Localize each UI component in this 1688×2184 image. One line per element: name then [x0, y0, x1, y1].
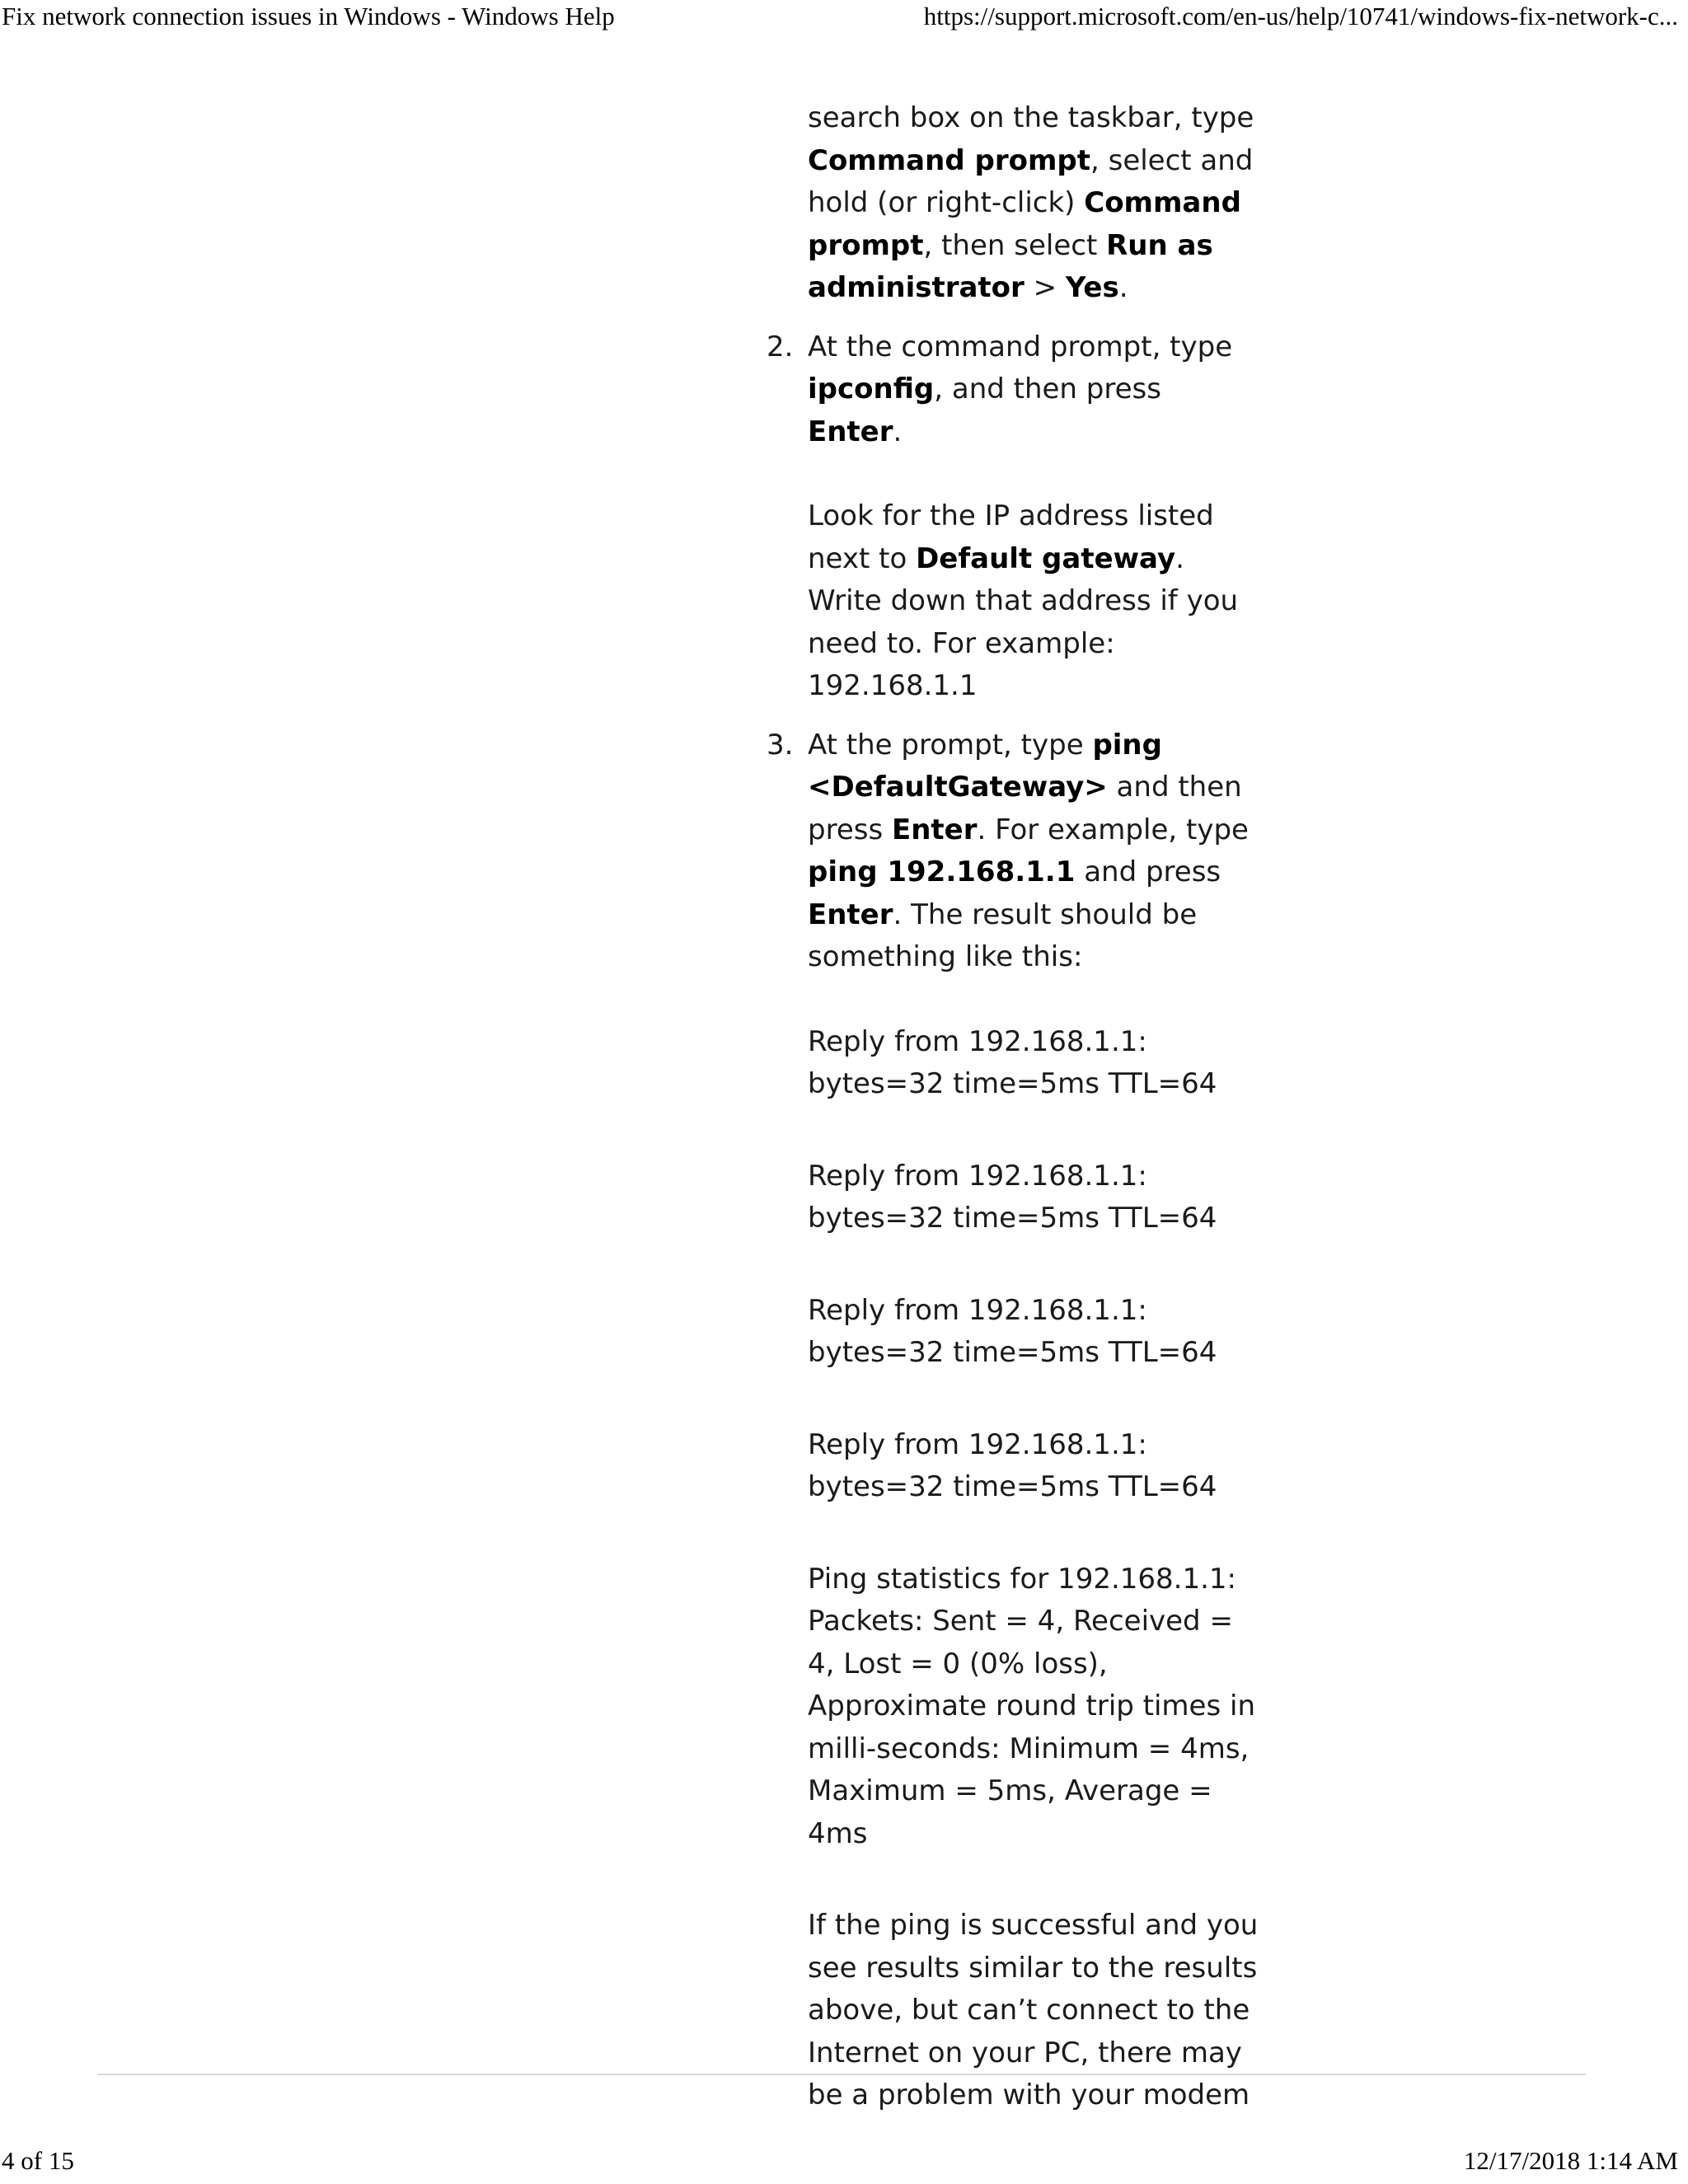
- print-datetime: 12/17/2018 1:14 AM: [1463, 2146, 1678, 2175]
- ping-reply-line1: Reply from 192.168.1.1:: [808, 1293, 1147, 1327]
- ping-reply: [808, 1424, 1261, 1509]
- step-3-closing: If the ping is successful and you see results similar to the results above, but can’t connect to the Internet on your PC, there may be a problem with your modem: [808, 1909, 1259, 2111]
- ping-statistics: Ping statistics for 192.168.1.1: Packets: Sent = 4, Received = 4, Lost = 0 (0% loss), Approximate round trip times in milli-seconds: Minimum = 4ms, Maximum = 5ms, Average = 4ms: [808, 1562, 1255, 1850]
- ping-reply-line2: bytes=32 time=5ms TTL=64: [808, 1202, 1217, 1235]
- step-2-note: Look for the IP address listed next to Default gateway. Write down that address if you need to. For example: 192.168.1.1: [808, 499, 1239, 702]
- page-divider: [97, 2074, 1586, 2075]
- print-header: [0, 2, 1688, 35]
- ping-reply: [808, 1290, 1261, 1375]
- step-3: [767, 724, 1261, 2117]
- ping-reply: [808, 1155, 1261, 1240]
- print-header-title: Fix network connection issues in Windows - Windows Help: [2, 2, 615, 30]
- step-3-number: 3.: [767, 728, 794, 762]
- step-1-continuation: [767, 97, 1261, 310]
- step-3-text: At the prompt, type ping <DefaultGateway> and then press Enter. For example, type ping 192.168.1.1 and press Enter. The result should be something like this:: [808, 728, 1249, 973]
- print-header-url: https://support.microsoft.com/en-us/help/10741/windows-fix-network-c...: [923, 2, 1678, 30]
- ping-reply: [808, 1021, 1261, 1106]
- article-content: [767, 97, 1261, 2117]
- ping-reply-line2: bytes=32 time=5ms TTL=64: [808, 1470, 1217, 1503]
- step-2-text: At the command prompt, type ipconfig, and then press Enter.: [808, 330, 1233, 448]
- step-2: [767, 326, 1261, 708]
- ping-reply-line1: Reply from 192.168.1.1:: [808, 1024, 1147, 1058]
- ping-reply-line2: bytes=32 time=5ms TTL=64: [808, 1067, 1217, 1100]
- step-1-text: search box on the taskbar, type Command prompt, select and hold (or right-click) Command prompt, then select Run as administrator > Yes.: [808, 101, 1254, 304]
- ping-reply-line2: bytes=32 time=5ms TTL=64: [808, 1336, 1217, 1369]
- step-2-number: 2.: [767, 330, 794, 363]
- print-footer: [0, 2146, 1688, 2179]
- ping-reply-line1: Reply from 192.168.1.1:: [808, 1427, 1147, 1461]
- ping-reply-line1: Reply from 192.168.1.1:: [808, 1159, 1147, 1193]
- page-number: 4 of 15: [2, 2146, 74, 2175]
